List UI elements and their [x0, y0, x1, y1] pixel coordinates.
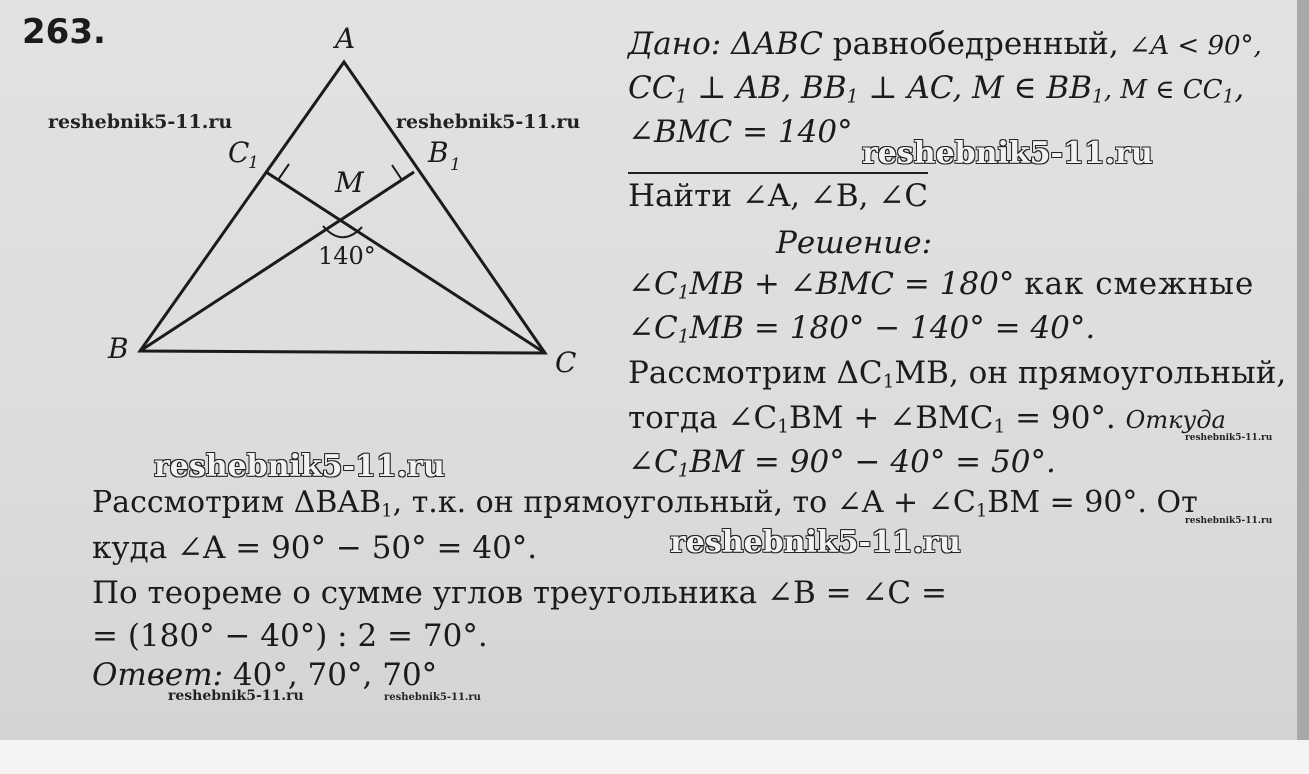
solution-line-6: Рассмотрим $\Delta BAB_1$, т.к. он прямоугольный, то ∠A + $\angle C_1BM = 90^\circ$. От — [92, 485, 1198, 522]
problem-number: 263. — [22, 12, 106, 52]
given-angle-condition: ∠A < 90°, — [1128, 31, 1262, 61]
answer-label: Ответ: — [92, 657, 224, 693]
solution-title: Решение: — [776, 225, 933, 261]
solution-line-2: $\angle C_1MB = 180^\circ - 140^\circ = 40^\circ$. — [628, 310, 1096, 348]
angle-bmc-label: 140° — [318, 242, 376, 270]
watermark: reshebnik5-11.ru — [154, 449, 445, 484]
page-bottom-margin — [0, 740, 1309, 774]
solution-line-7: куда ∠A = 90° − 50° = 40°. — [92, 530, 538, 566]
find-line: Найти ∠A, ∠B, ∠C — [628, 178, 929, 214]
given-find-divider — [628, 172, 928, 174]
watermark: reshebnik5-11.ru — [384, 692, 481, 703]
watermark: reshebnik5-11.ru — [48, 111, 233, 133]
given-line-2: $CC_1$ ⊥ AB, $BB_1$ ⊥ AC, M ∈ $BB_1$, M ∈ $CC_1$, — [628, 70, 1245, 108]
solution-line-9: = (180° − 40°) : 2 = 70°. — [92, 618, 488, 654]
answer-value: 40°, 70°, 70° — [232, 657, 438, 693]
answer-line — [92, 657, 437, 693]
solution-line-3: Рассмотрим $\Delta C_1MB$, он прямоугольный, — [628, 355, 1287, 393]
given-line-3: ∠BMC = 140° — [628, 114, 853, 150]
given-triangle: ΔABC — [731, 26, 823, 62]
triangle-abc — [140, 62, 545, 353]
watermark: reshebnik5-11.ru — [396, 111, 581, 133]
given-isosceles-text: равнобедренный, — [832, 26, 1119, 62]
triangle-diagram — [0, 0, 620, 460]
given-line-1 — [628, 26, 1262, 64]
watermark: reshebnik5-11.ru — [862, 136, 1153, 171]
watermark: reshebnik5-11.ru — [670, 525, 961, 560]
altitude-cc1 — [266, 172, 545, 353]
page-right-edge-shadow — [1297, 0, 1309, 740]
point-m-label: M — [335, 166, 364, 199]
solution-line-4: тогда $\angle C_1BM$ + $\angle BMC_1 = 90^\circ$. Откуда — [628, 400, 1226, 438]
point-b1-label: B — [428, 136, 449, 169]
vertex-b-label: B — [108, 332, 129, 365]
solution-line-8: По теореме о сумме углов треугольника ∠B = ∠C = — [92, 575, 947, 611]
vertex-c-label: C — [555, 346, 577, 379]
vertex-a-label: A — [335, 22, 356, 55]
watermark: reshebnik5-11.ru — [1185, 516, 1273, 526]
solution-line-1: $\angle C_1MB$ + ∠BMC = 180° как смежные — [628, 266, 1255, 304]
point-b1-subscript: 1 — [450, 155, 461, 175]
solution-line-5: $\angle C_1BM = 90^\circ - 40^\circ = 50^\circ$. — [628, 444, 1056, 482]
point-c1-label: C — [228, 136, 250, 169]
given-label: Дано: — [628, 26, 722, 62]
watermark: reshebnik5-11.ru — [168, 688, 304, 704]
watermark: reshebnik5-11.ru — [1185, 433, 1273, 443]
point-c1-subscript: 1 — [248, 153, 259, 173]
